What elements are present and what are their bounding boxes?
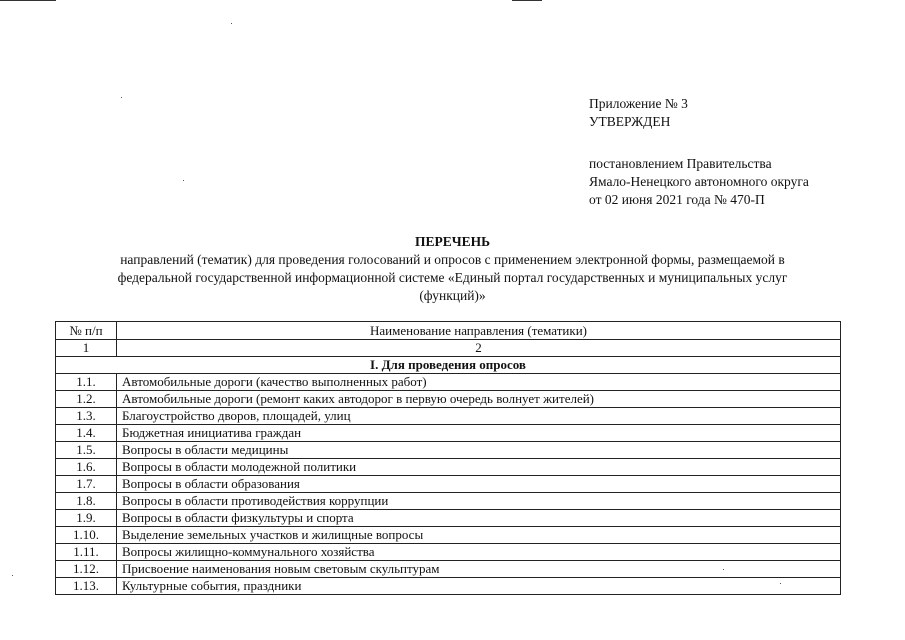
row-number: 1.1. bbox=[56, 374, 117, 391]
scan-speck bbox=[121, 97, 122, 98]
row-number: 1.2. bbox=[56, 391, 117, 408]
table-row bbox=[56, 459, 841, 476]
column-number-cell: 2 bbox=[117, 340, 841, 357]
approved-label: УТВЕРЖДЕН bbox=[589, 114, 671, 129]
table-header-row bbox=[56, 322, 841, 340]
decree-line: Ямало-Ненецкого автономного округа bbox=[589, 174, 809, 189]
column-header-number: № п/п bbox=[56, 322, 117, 340]
decree-line: постановлением Правительства bbox=[589, 156, 772, 171]
scan-speck bbox=[12, 575, 13, 576]
row-topic: Вопросы в области противодействия коррупции bbox=[117, 493, 841, 510]
table-row bbox=[56, 408, 841, 425]
column-header-name: Наименование направления (тематики) bbox=[117, 322, 841, 340]
column-number-row bbox=[56, 340, 841, 357]
section-row bbox=[56, 357, 841, 374]
row-number: 1.4. bbox=[56, 425, 117, 442]
table-row bbox=[56, 425, 841, 442]
approval-block bbox=[589, 95, 809, 209]
document-subtitle-line: федеральной государственной информационной системе «Единый портал государственных и муниципальных услуг bbox=[117, 270, 788, 285]
table-row bbox=[56, 561, 841, 578]
row-number: 1.9. bbox=[56, 510, 117, 527]
scan-edge-line-left bbox=[0, 0, 56, 1]
row-number: 1.3. bbox=[56, 408, 117, 425]
row-number: 1.7. bbox=[56, 476, 117, 493]
row-topic: Культурные события, праздники bbox=[117, 578, 841, 595]
document-subtitle-line: направлений (тематик) для проведения голосований и опросов с применением электронной формы, размещаемой в bbox=[120, 252, 785, 267]
table-row bbox=[56, 493, 841, 510]
table-row bbox=[56, 527, 841, 544]
row-topic: Выделение земельных участков и жилищные вопросы bbox=[117, 527, 841, 544]
row-topic: Присвоение наименования новым световым скульптурам bbox=[117, 561, 841, 578]
row-topic: Вопросы в области образования bbox=[117, 476, 841, 493]
scan-edge-line-right bbox=[512, 0, 542, 1]
section-title: I. Для проведения опросов bbox=[56, 357, 841, 374]
table-row bbox=[56, 442, 841, 459]
table-row bbox=[56, 544, 841, 561]
row-number: 1.8. bbox=[56, 493, 117, 510]
row-number: 1.13. bbox=[56, 578, 117, 595]
appendix-label: Приложение № 3 bbox=[589, 96, 688, 111]
table-row bbox=[56, 374, 841, 391]
row-topic: Вопросы в области физкультуры и спорта bbox=[117, 510, 841, 527]
row-topic: Вопросы в области молодежной политики bbox=[117, 459, 841, 476]
row-topic: Автомобильные дороги (качество выполненных работ) bbox=[117, 374, 841, 391]
row-number: 1.12. bbox=[56, 561, 117, 578]
table-row bbox=[56, 391, 841, 408]
row-number: 1.11. bbox=[56, 544, 117, 561]
document-heading bbox=[60, 233, 845, 305]
row-number: 1.6. bbox=[56, 459, 117, 476]
scan-speck bbox=[231, 23, 232, 24]
table-row bbox=[56, 476, 841, 493]
row-topic: Вопросы жилищно-коммунального хозяйства bbox=[117, 544, 841, 561]
row-number: 1.5. bbox=[56, 442, 117, 459]
topics-table bbox=[55, 321, 841, 595]
row-topic: Благоустройство дворов, площадей, улиц bbox=[117, 408, 841, 425]
decree-line: от 02 июня 2021 года № 470-П bbox=[589, 192, 765, 207]
table-row bbox=[56, 578, 841, 595]
table-row bbox=[56, 510, 841, 527]
document-title: ПЕРЕЧЕНЬ bbox=[414, 234, 491, 249]
column-number-cell: 1 bbox=[56, 340, 117, 357]
scan-speck bbox=[183, 180, 184, 181]
document-subtitle-line: (функций)» bbox=[419, 288, 486, 303]
row-topic: Автомобильные дороги (ремонт каких автодорог в первую очередь волнует жителей) bbox=[117, 391, 841, 408]
row-topic: Вопросы в области медицины bbox=[117, 442, 841, 459]
row-number: 1.10. bbox=[56, 527, 117, 544]
row-topic: Бюджетная инициатива граждан bbox=[117, 425, 841, 442]
